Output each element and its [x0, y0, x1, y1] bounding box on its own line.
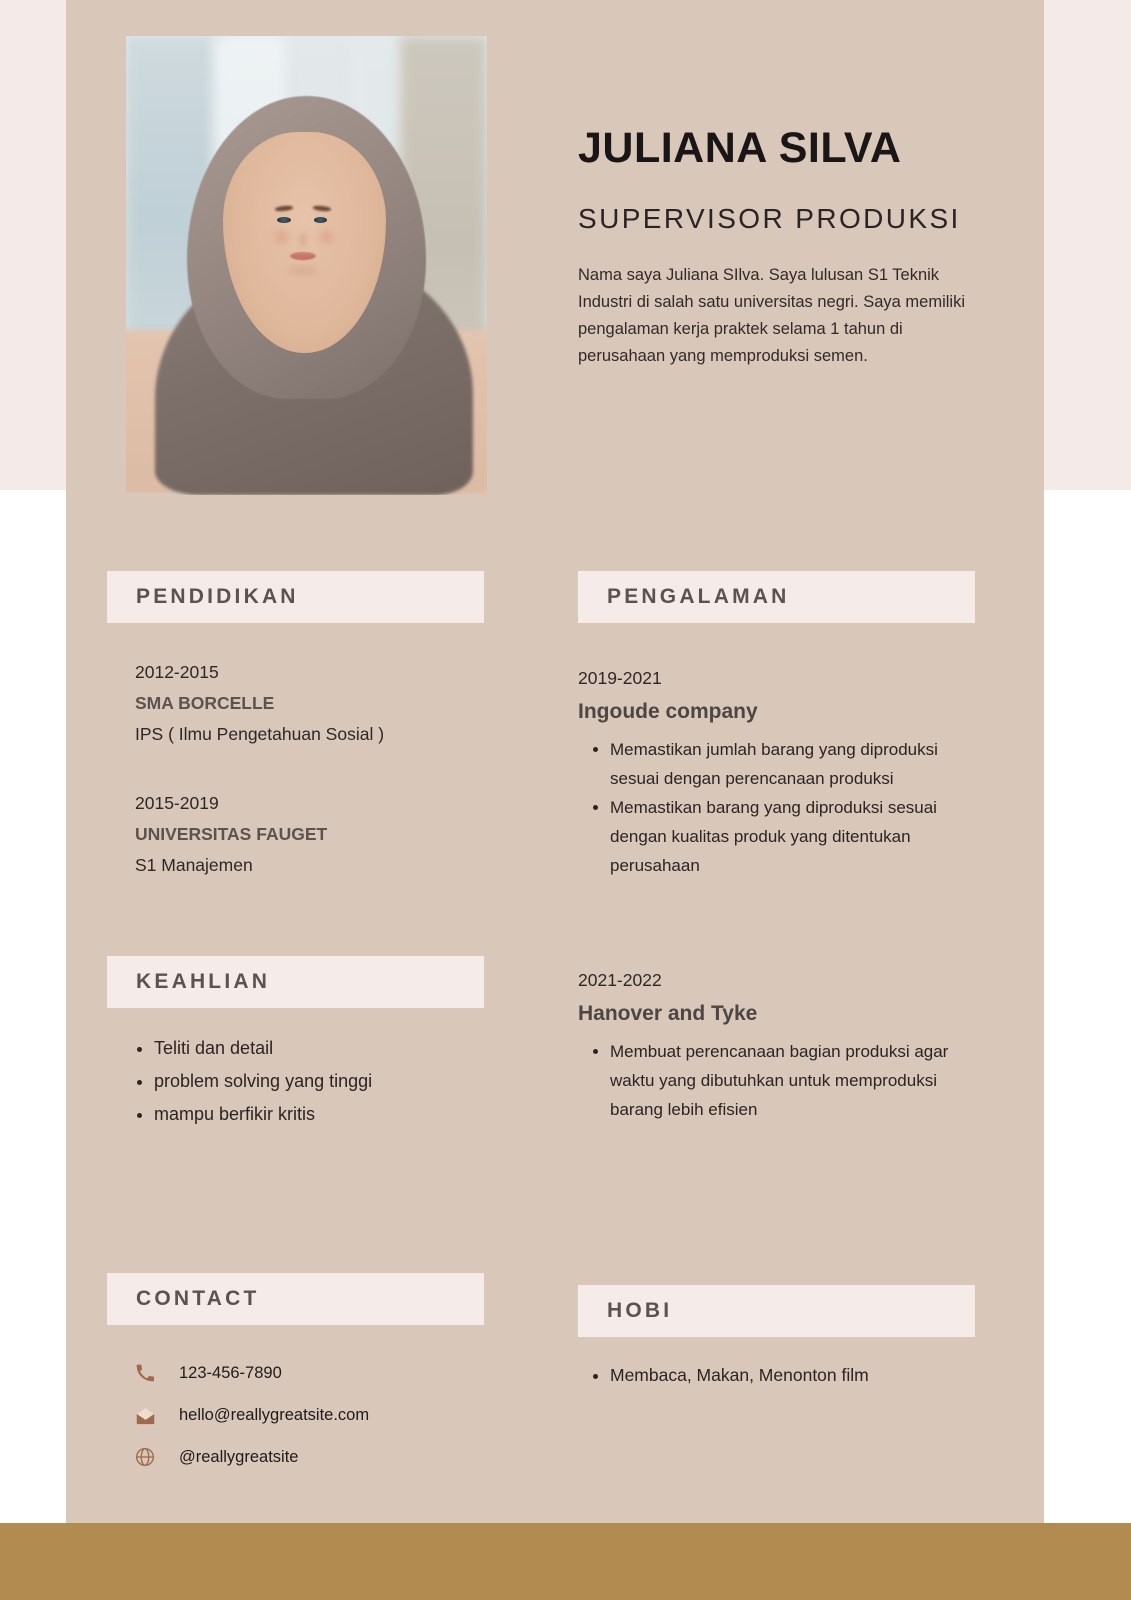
hobby-list — [578, 1360, 1010, 1390]
experience-years: 2019-2021 — [578, 668, 662, 688]
eye — [314, 217, 328, 223]
list-item: • Memastikan barang yang diproduksi sesuai dengan kualitas produk yang ditentukan perusahaan — [610, 793, 978, 880]
eye — [277, 217, 291, 223]
section-title: KEAHLIAN — [136, 970, 271, 993]
phone-icon — [133, 1362, 157, 1384]
contact-row-email[interactable] — [133, 1394, 493, 1436]
list-item: • Membaca, Makan, Menonton film — [610, 1360, 1010, 1390]
portrait-image — [126, 36, 487, 495]
envelope-icon — [133, 1404, 157, 1426]
cheek — [271, 227, 292, 247]
section-header-pengalaman — [578, 571, 975, 623]
job-title: SUPERVISOR PRODUKSI — [578, 203, 961, 234]
experience-company: Ingoude company — [578, 700, 758, 723]
education-entry — [135, 788, 535, 880]
nose — [299, 232, 307, 247]
list-item: • problem solving yang tinggi — [154, 1065, 534, 1098]
section-header-keahlian — [107, 956, 484, 1008]
eyebrow — [313, 205, 331, 211]
experience-entry — [578, 965, 978, 1124]
education-entry — [135, 657, 535, 749]
list-item: • Teliti dan detail — [154, 1032, 534, 1065]
education-major: IPS ( Ilmu Pengetahuan Sosial ) — [135, 724, 385, 744]
bottom-gold-bar — [0, 1523, 1131, 1600]
education-school: SMA BORCELLE — [135, 693, 275, 713]
section-title: PENGALAMAN — [607, 585, 790, 608]
profile-photo — [126, 36, 487, 495]
experience-company: Hanover and Tyke — [578, 1002, 758, 1025]
globe-icon — [133, 1446, 157, 1468]
education-major: S1 Manajemen — [135, 855, 253, 875]
education-school: UNIVERSITAS FAUGET — [135, 824, 328, 844]
chin — [288, 265, 317, 276]
section-header-hobi — [578, 1285, 975, 1337]
education-years: 2015-2019 — [135, 793, 219, 813]
experience-bullets — [578, 735, 978, 880]
eyebrow — [275, 205, 293, 211]
profile-summary: Nama saya Juliana SIlva. Saya lulusan S1 Teknik Industri di salah satu universitas negri. Saya memiliki pengalaman kerja praktek selama 1 tahun di perusahaan yang memproduksi semen. — [578, 266, 966, 365]
section-header-pendidikan — [107, 571, 484, 623]
contact-row-phone[interactable] — [133, 1352, 493, 1394]
phone-number: 123-456-7890 — [179, 1363, 282, 1382]
contact-row-website[interactable] — [133, 1436, 493, 1478]
website-handle: @reallygreatsite — [179, 1447, 299, 1466]
experience-entry — [578, 663, 978, 880]
experience-years: 2021-2022 — [578, 970, 662, 990]
education-years: 2012-2015 — [135, 662, 219, 682]
section-header-contact — [107, 1273, 484, 1325]
section-title: CONTACT — [136, 1287, 260, 1310]
contact-list — [133, 1352, 493, 1478]
list-item: • mampu berfikir kritis — [154, 1098, 534, 1131]
list-item: • Memastikan jumlah barang yang diproduksi sesuai dengan perencanaan produksi — [610, 735, 978, 793]
list-item: • Membuat perencanaan bagian produksi agar waktu yang dibutuhkan untuk memproduksi barang lebih efisien — [610, 1037, 978, 1124]
lips — [290, 252, 316, 260]
section-title: PENDIDIKAN — [136, 585, 299, 608]
section-title: HOBI — [607, 1299, 673, 1322]
email-address: hello@reallygreatsite.com — [179, 1405, 370, 1424]
skills-list — [122, 1032, 534, 1131]
page-title: JULIANA SILVA — [578, 124, 902, 172]
cheek — [316, 227, 337, 247]
experience-bullets — [578, 1037, 978, 1124]
